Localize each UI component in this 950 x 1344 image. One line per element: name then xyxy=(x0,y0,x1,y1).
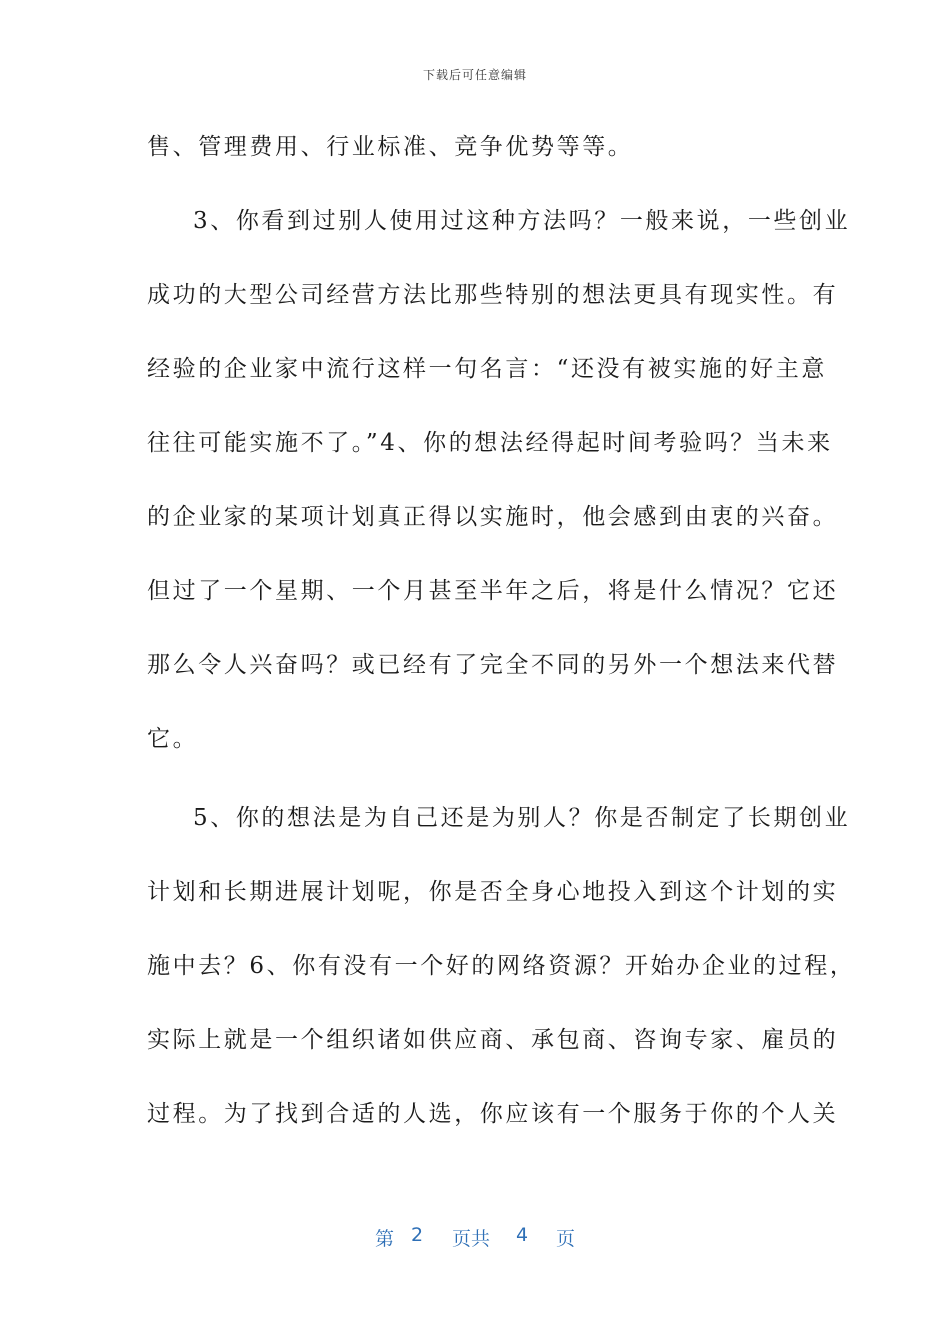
text-line: 往往可能实施不了。”4、你的想法经得起时间考验吗？当未来 xyxy=(147,430,833,456)
text-line: 售、管理费用、行业标准、竞争优势等等。 xyxy=(147,134,634,160)
page-header-note: 下载后可任意编辑 xyxy=(422,68,527,82)
footer-page-prefix: 第 xyxy=(375,1228,395,1250)
page-footer xyxy=(0,1224,950,1254)
text-line: 3、你看到过别人使用过这种方法吗？一般来说，一些创业 xyxy=(193,208,851,234)
text-line: 那么令人兴奋吗？或已经有了完全不同的另外一个想法来代替 xyxy=(147,652,839,678)
text-line: 计划和长期进展计划呢，你是否全身心地投入到这个计划的实 xyxy=(147,879,839,905)
text-line: 它。 xyxy=(147,726,199,752)
text-line: 经验的企业家中流行这样一句名言：“还没有被实施的好主意 xyxy=(147,356,827,382)
text-line: 但过了一个星期、一个月甚至半年之后，将是什么情况？它还 xyxy=(147,578,839,604)
footer-page-total: 4 xyxy=(516,1224,529,1246)
text-line: 5、你的想法是为自己还是为别人？你是否制定了长期创业 xyxy=(193,805,851,831)
text-line: 实际上就是一个组织诸如供应商、承包商、咨询专家、雇员的 xyxy=(147,1027,839,1053)
footer-page-suffix: 页 xyxy=(556,1228,576,1250)
footer-page-number: 2 xyxy=(411,1224,424,1246)
text-line: 成功的大型公司经营方法比那些特别的想法更具有现实性。有 xyxy=(147,282,839,308)
text-line: 的企业家的某项计划真正得以实施时，他会感到由衷的兴奋。 xyxy=(147,504,839,530)
text-line: 过程。为了找到合适的人选，你应该有一个服务于你的个人关 xyxy=(147,1101,839,1127)
text-line: 施中去？6、你有没有一个好的网络资源？开始办企业的过程， xyxy=(147,953,856,979)
footer-page-mid: 页共 xyxy=(452,1228,491,1250)
